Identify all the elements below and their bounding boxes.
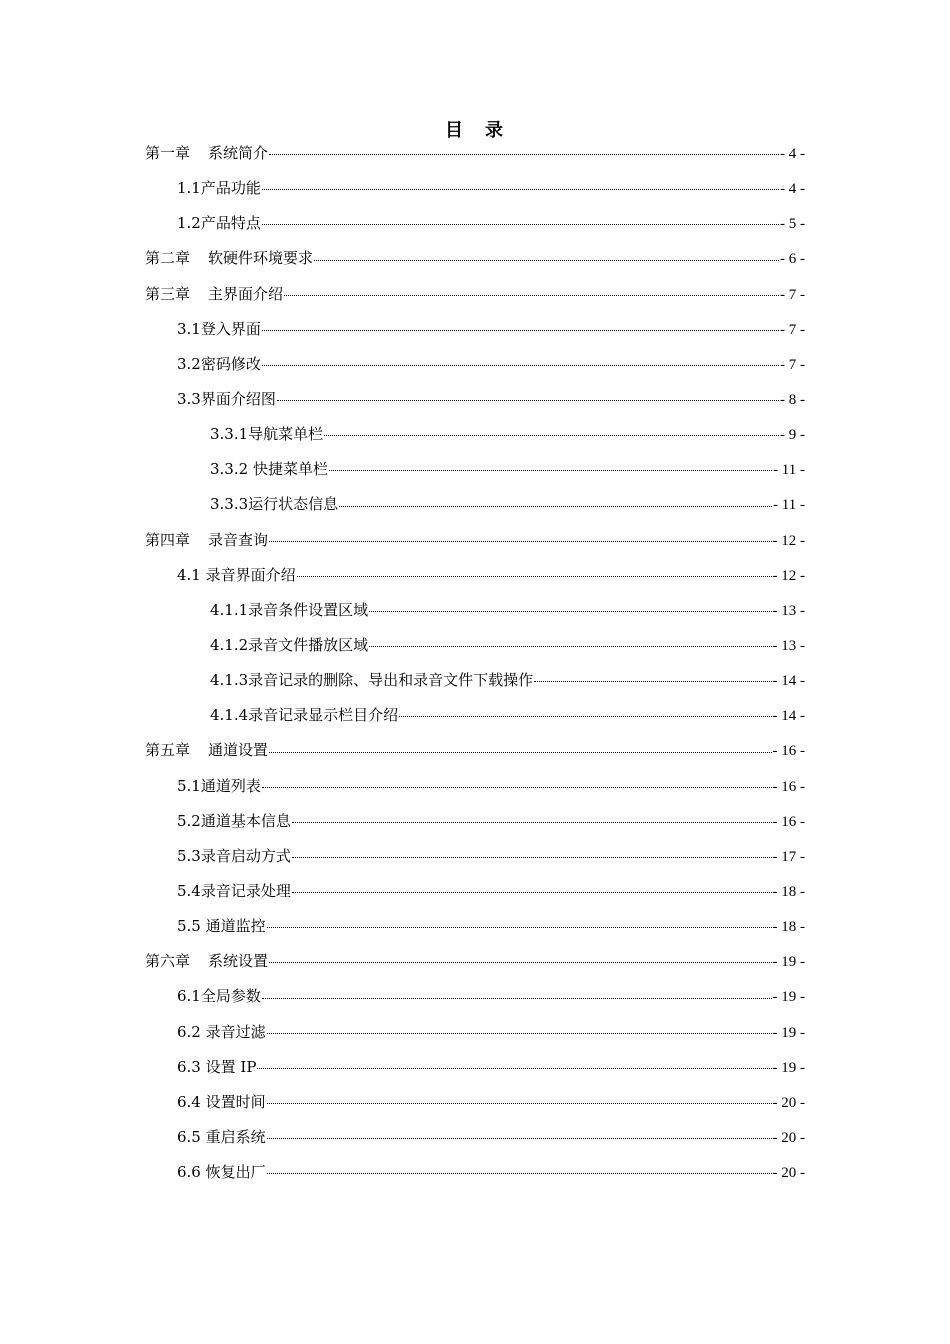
toc-entry-text: 系统简介 <box>208 144 269 162</box>
toc-page-number: - 9 - <box>780 427 805 444</box>
toc-leader-dots <box>262 223 779 225</box>
toc-entry[interactable] <box>145 558 805 593</box>
toc-entry-text: 通道列表 <box>200 776 261 795</box>
toc-entry-label <box>177 1120 266 1155</box>
toc-leader-dots <box>292 821 772 823</box>
toc-entry[interactable] <box>145 593 805 628</box>
toc-entry-text: 产品特点 <box>200 214 261 233</box>
toc-entry-text: 导航菜单栏 <box>248 425 324 444</box>
toc-leader-dots <box>534 680 771 682</box>
toc-entry-text: 界面介绍图 <box>200 389 276 408</box>
toc-leader-dots <box>269 961 771 963</box>
toc-entry-label <box>210 628 368 663</box>
toc-entry[interactable] <box>145 452 805 487</box>
toc-page-number: - 5 - <box>780 216 805 233</box>
toc-entry-label <box>177 979 261 1014</box>
toc-leader-dots <box>267 1032 772 1034</box>
toc-entry-number: 4.1.3 <box>210 671 249 690</box>
toc-page-number: - 13 - <box>772 637 805 654</box>
toc-leader-dots <box>329 469 772 471</box>
toc-entry-label <box>145 523 268 558</box>
toc-leader-dots <box>269 540 771 542</box>
toc-leader-dots <box>257 1067 771 1069</box>
toc-entry-label <box>210 663 533 698</box>
toc-entry[interactable] <box>145 1120 805 1155</box>
toc-entry-text: 软硬件环境要求 <box>208 249 314 268</box>
toc-entry-number: 第六章 <box>145 952 191 971</box>
toc-page-number: - 19 - <box>772 1024 805 1041</box>
toc-entry-text: 录音记录显示栏目介绍 <box>248 706 399 725</box>
toc-leader-dots <box>339 505 772 507</box>
toc-entry-label <box>177 769 261 804</box>
toc-page-number: - 6 - <box>780 251 805 268</box>
toc-entry[interactable] <box>145 206 805 241</box>
toc-entry-number: 5.3 <box>177 846 201 865</box>
toc-entry[interactable] <box>145 241 805 276</box>
toc-leader-dots <box>262 364 779 366</box>
toc-page-number: - 16 - <box>772 743 805 760</box>
toc-entry-label <box>210 452 328 487</box>
toc-entry[interactable] <box>145 733 805 768</box>
toc-leader-dots <box>292 856 772 858</box>
toc-entry-text: 恢复出厂 <box>200 1163 266 1182</box>
toc-entry[interactable] <box>145 804 805 839</box>
toc-entry-label <box>145 733 268 768</box>
toc-entry[interactable] <box>145 663 805 698</box>
toc-entry-number: 3.3.3 <box>210 495 249 514</box>
toc-page-number: - 18 - <box>772 919 805 936</box>
toc-page-number: - 4 - <box>780 146 805 162</box>
toc-leader-dots <box>292 891 772 893</box>
toc-entry-number: 4.1 <box>177 565 201 584</box>
toc-entry-label <box>210 417 323 452</box>
toc-entry-number: 3.3.2 <box>210 460 249 479</box>
toc-entry-text: 录音界面介绍 <box>200 565 296 584</box>
toc-leader-dots <box>297 575 772 577</box>
toc-leader-dots <box>262 188 779 190</box>
toc-entry-number: 3.3.1 <box>210 425 249 444</box>
toc-page-number: - 7 - <box>780 286 805 303</box>
toc-leader-dots <box>314 259 779 261</box>
toc-entry-text: 录音条件设置区域 <box>248 600 369 619</box>
toc-leader-dots <box>267 1172 772 1174</box>
toc-entry-text: 运行状态信息 <box>248 495 339 514</box>
toc-entry[interactable] <box>145 171 805 206</box>
toc-page-number: - 7 - <box>780 356 805 373</box>
toc-page-number: - 19 - <box>772 954 805 971</box>
toc-leader-dots <box>262 786 772 788</box>
toc-entry[interactable] <box>145 382 805 417</box>
toc-entry[interactable] <box>145 523 805 558</box>
toc-page-number: - 18 - <box>772 883 805 900</box>
toc-entry-number: 4.1.1 <box>210 600 249 619</box>
toc-page-number: - 20 - <box>772 1129 805 1146</box>
toc-entry-label <box>177 206 261 241</box>
toc-page-number: - 20 - <box>772 1094 805 1111</box>
toc-page-number: - 14 - <box>772 708 805 725</box>
toc-entry[interactable] <box>145 487 805 522</box>
toc-entry-number: 第三章 <box>145 284 191 303</box>
toc-entry[interactable] <box>145 874 805 909</box>
toc-leader-dots <box>369 610 771 612</box>
toc-entry-label <box>177 1015 266 1050</box>
toc-entry[interactable] <box>145 769 805 804</box>
toc-entry-label <box>177 804 291 839</box>
toc-entry-number: 第二章 <box>145 249 191 268</box>
toc-entry-label <box>210 698 398 733</box>
toc-page-number: - 16 - <box>772 813 805 830</box>
toc-entry[interactable] <box>145 944 805 979</box>
toc-entry[interactable] <box>145 1085 805 1120</box>
toc-entry-label <box>145 241 313 276</box>
toc-entry-label <box>177 874 291 909</box>
toc-entry[interactable] <box>145 417 805 452</box>
toc-leader-dots <box>399 715 771 717</box>
toc-entry-text: 设置 IP <box>200 1057 257 1076</box>
toc-entry-text: 录音启动方式 <box>200 846 291 865</box>
toc-page-number: - 12 - <box>772 532 805 549</box>
toc-leader-dots <box>284 294 779 296</box>
toc-entry-text: 录音文件播放区域 <box>248 635 369 654</box>
toc-entry-text: 密码修改 <box>200 354 261 373</box>
toc-entry-text: 录音过滤 <box>200 1022 266 1041</box>
toc-entry-number: 第五章 <box>145 741 191 760</box>
toc-entry-number: 6.6 <box>177 1163 201 1182</box>
toc-leader-dots <box>369 645 771 647</box>
toc-entry-text: 录音记录的删除、导出和录音文件下载操作 <box>248 671 534 690</box>
toc-page-number: - 11 - <box>773 497 805 514</box>
toc-page-number: - 19 - <box>772 989 805 1006</box>
toc-entry[interactable] <box>145 1155 805 1190</box>
toc-entry-text: 全局参数 <box>200 987 261 1006</box>
toc-title-part2: 录 <box>485 120 505 141</box>
toc-entry-label <box>177 312 261 347</box>
toc-entry-text: 设置时间 <box>200 1092 266 1111</box>
toc-entry-label <box>145 136 268 171</box>
toc-leader-dots <box>277 399 779 401</box>
toc-entry-label <box>210 593 368 628</box>
toc-entry-number: 5.5 <box>177 917 201 936</box>
toc-entry-label <box>177 909 266 944</box>
toc-entry-number: 1.1 <box>177 179 201 198</box>
toc-entry-number: 4.1.2 <box>210 635 249 654</box>
toc-entry-number: 6.1 <box>177 987 201 1006</box>
toc-entry-label <box>177 1085 266 1120</box>
toc-entry-number: 6.3 <box>177 1057 201 1076</box>
toc-leader-dots <box>267 1137 772 1139</box>
toc-entry-number: 第一章 <box>145 144 191 162</box>
toc-entry-number: 6.5 <box>177 1127 201 1146</box>
toc-entry-label <box>177 1155 266 1190</box>
toc-entry-label <box>177 382 276 417</box>
toc-entry-text: 登入界面 <box>200 319 261 338</box>
toc-page-number: - 11 - <box>773 462 805 479</box>
toc-entry-text: 录音查询 <box>208 530 269 549</box>
toc-page-number: - 7 - <box>780 321 805 338</box>
toc-entry-text: 快捷菜单栏 <box>248 460 328 479</box>
toc-entry-label <box>177 558 296 593</box>
toc-entry-text: 录音记录处理 <box>200 881 291 900</box>
toc-entry-number: 6.4 <box>177 1092 201 1111</box>
toc-entry-number: 5.4 <box>177 881 201 900</box>
toc-entry[interactable] <box>145 1015 805 1050</box>
toc-entry[interactable] <box>145 277 805 312</box>
toc-page-number: - 19 - <box>772 1059 805 1076</box>
toc-title-part1: 目 <box>445 120 465 141</box>
toc-page-number: - 13 - <box>772 602 805 619</box>
toc-leader-dots <box>269 153 779 155</box>
toc-page-number: - 17 - <box>772 848 805 865</box>
toc-page-number: - 16 - <box>772 778 805 795</box>
toc-entry-text: 产品功能 <box>200 179 261 198</box>
toc-entry-text: 重启系统 <box>200 1127 266 1146</box>
toc-entry-number: 5.2 <box>177 811 201 830</box>
toc-entry-number: 1.2 <box>177 214 201 233</box>
toc-leader-dots <box>269 751 771 753</box>
toc-entry[interactable] <box>145 312 805 347</box>
toc-leader-dots <box>267 1102 772 1104</box>
toc-entry-label <box>177 1050 256 1085</box>
toc-entry-text: 通道基本信息 <box>200 811 291 830</box>
toc-leader-dots <box>262 329 779 331</box>
toc-entry-label <box>177 347 261 382</box>
toc-entry[interactable] <box>145 1050 805 1085</box>
toc-entry-number: 3.3 <box>177 389 201 408</box>
toc-entry-number: 6.2 <box>177 1022 201 1041</box>
toc-entry-number: 第四章 <box>145 530 191 549</box>
table-of-contents <box>145 136 805 1190</box>
toc-entry[interactable] <box>145 347 805 382</box>
toc-entry-text: 通道监控 <box>200 917 266 936</box>
toc-entry-number: 3.1 <box>177 319 201 338</box>
toc-page-number: - 4 - <box>780 181 805 198</box>
toc-entry-text: 系统设置 <box>208 952 269 971</box>
toc-entry-label <box>210 487 338 522</box>
toc-entry[interactable] <box>145 136 805 171</box>
toc-entry[interactable] <box>145 909 805 944</box>
toc-page-number: - 14 - <box>772 673 805 690</box>
toc-entry-text: 主界面介绍 <box>208 284 284 303</box>
toc-entry-number: 5.1 <box>177 776 201 795</box>
toc-entry-text: 通道设置 <box>208 741 269 760</box>
toc-page-number: - 12 - <box>772 567 805 584</box>
toc-leader-dots <box>324 434 779 436</box>
toc-leader-dots <box>267 926 772 928</box>
toc-leader-dots <box>262 997 772 999</box>
toc-entry-label <box>145 944 268 979</box>
toc-entry[interactable] <box>145 839 805 874</box>
toc-entry-number: 4.1.4 <box>210 706 249 725</box>
toc-entry[interactable] <box>145 628 805 663</box>
toc-entry-label <box>177 171 261 206</box>
toc-entry[interactable] <box>145 698 805 733</box>
toc-page-number: - 8 - <box>780 391 805 408</box>
toc-entry[interactable] <box>145 979 805 1014</box>
toc-entry-number: 3.2 <box>177 354 201 373</box>
toc-entry-label <box>177 839 291 874</box>
toc-page-number: - 20 - <box>772 1165 805 1182</box>
toc-entry-label <box>145 277 283 312</box>
